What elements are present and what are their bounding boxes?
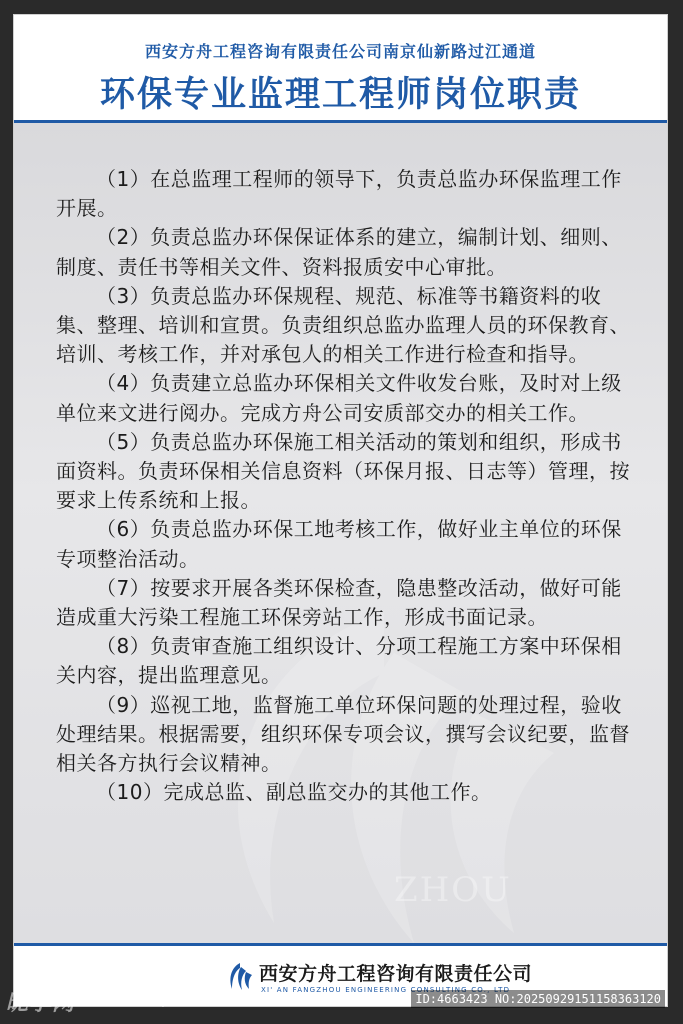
- duty-item: （5）负责总监办环保施工相关活动的策划和组织，形成书面资料。负责环保相关信息资料（环保月报、日志等）管理，按要求上传系统和上报。: [56, 429, 630, 513]
- duty-item: （6）负责总监办环保工地考核工作，做好业主单位的环保专项整治活动。: [56, 517, 622, 571]
- company-line: 西安方舟工程咨询有限责任公司南京仙新路过江通道: [144, 42, 536, 61]
- image-id-label: ID:4663423 NO:20250929151158363120: [411, 990, 665, 1008]
- duty-item: （7）按要求开展各类环保检查，隐患整改活动，做好可能造成重大污染工程施工环保旁站工作，形成书面记录。: [56, 575, 622, 630]
- duty-item: （1）在总监理工程师的领导下，负责总监办环保监理工作开展。: [56, 167, 622, 221]
- duty-list: [56, 165, 636, 807]
- site-logo: 昵享网: [6, 991, 76, 1016]
- duty-item: （3）负责总监办环保规程、规范、标准等书籍资料的收集、整理、培训和宣贯。负责组织总监办监理人员的环保教育、培训、考核工作，并对承包人的相关工作进行检查和指导。: [56, 283, 630, 367]
- duty-item: （10）完成总监、副总监交办的其他工作。: [96, 780, 492, 805]
- header: [14, 15, 667, 123]
- watermark-text: ZHOU: [394, 870, 512, 910]
- duty-item: （9）巡视工地，监督施工单位环保问题的处理过程，验收处理结果。根据需要，组织环保专项会议，撰写会议纪要，监督相关各方执行会议精神。: [56, 692, 630, 776]
- notice-board: [13, 14, 668, 1007]
- duty-item: （8）负责审查施工组织设计、分项工程施工方案中环保相关内容，提出监理意见。: [56, 634, 622, 688]
- fangzhou-logo-icon: [224, 961, 256, 993]
- page-title: 环保专业监理工程师岗位职责: [99, 75, 581, 115]
- site-url: www.nipic.com: [108, 990, 222, 1008]
- duty-item: （4）负责建立总监办环保相关文件收发台账，及时对上级单位来文进行阅办。完成方舟公司安质部交办的相关工作。: [56, 371, 622, 425]
- footer-divider: [14, 943, 667, 946]
- duty-item: （2）负责总监办环保保证体系的建立，编制计划、细则、制度、责任书等相关文件、资料报质安中心审批。: [56, 225, 622, 279]
- footer-company-name-en: XI' AN FANGZHOU ENGINEERING CONSULTING CO., LTD: [261, 986, 511, 994]
- footer-company-name: 西安方舟工程咨询有限责任公司: [259, 963, 533, 985]
